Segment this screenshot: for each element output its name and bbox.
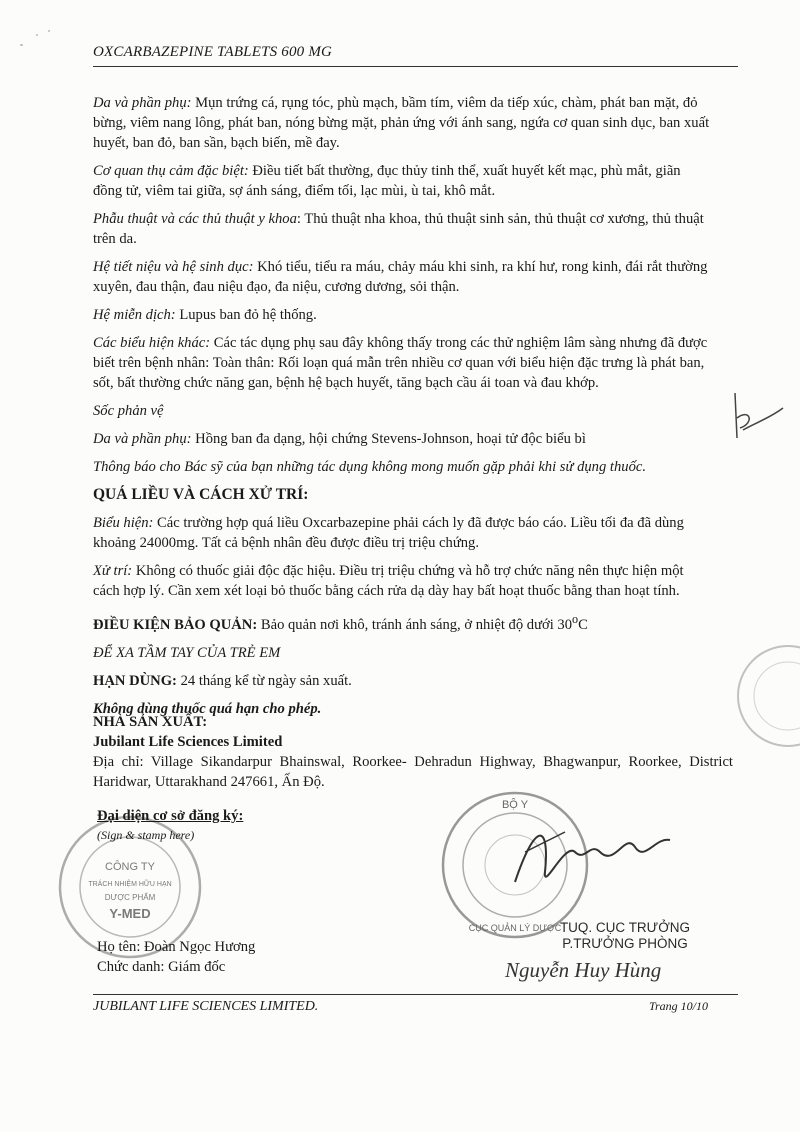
section-skin (93, 93, 713, 153)
page-seal (728, 636, 800, 756)
adverse-effects-notice: Thông báo cho Bác sỹ của bạn những tác dụng không mong muốn gặp phải khi sử dụng thuốc. (93, 459, 646, 475)
manufacturer-heading: NHÀ SẢN XUẤT: (93, 714, 208, 730)
section-procedures (93, 209, 713, 249)
storage-text: Bảo quản nơi khô, tránh ánh sáng, ở nhiệt độ dưới 30 (257, 616, 572, 633)
section-text: Các tác dụng phụ sau đây không thấy trong các thử nghiệm lâm sàng nhưng đã được biết trên bệnh nhân: Toàn thân: Rối loạn quá mẫn trên nhiều cơ quan với biểu hiện đặc trưng là phát ban, sốt, bất thường chức năng gan, bệnh hệ bạch huyết, tăng bạch cầu ái toan và đau khớp. (93, 335, 708, 391)
page-header: OXCARBAZEPINE TABLETS 600 MG (93, 44, 738, 67)
symptoms-label: Biểu hiện: (93, 515, 154, 531)
keep-from-children: ĐỂ XA TẦM TAY CỦA TRẺ EM (93, 644, 281, 661)
representative-position: Chức danh: Giám đốc (97, 959, 226, 975)
scan-speck (48, 30, 50, 32)
stamp-top-text: BỘ Y (501, 799, 529, 811)
section-text: Mụn trứng cá, rụng tóc, phù mạch, bầm tím, viêm da tiếp xúc, chàm, phát ban mặt, đỏ bừng, viêm nang lông, phát ban, nóng bừng mặt, phản ứng với ánh sang, ngứa cơ quan sinh dục, ban xuất huyết, ban đỏ, ban sần, bạch biến, mề đay. (93, 95, 710, 151)
representative-name: Họ tên: Đoàn Ngọc Hương (97, 939, 256, 955)
stamp-line: CÔNG TY (105, 861, 155, 873)
expiry (93, 671, 713, 691)
manufacturer-address: Địa chỉ: Village Sikandarpur Bhainswal, Roorkee- Dehradun Highway, Bhagwanpur, Roorkee, District Haridwar, Uttarakhand 247661, Ấn Độ. (93, 754, 733, 790)
stamp-line: TRÁCH NHIỆM HỮU HẠN (88, 881, 172, 888)
section-label: Sốc phản vệ (93, 403, 164, 419)
representative-title: Đại diện cơ sở đăng ký: (97, 808, 244, 824)
section-label: Da và phần phụ: (93, 431, 192, 447)
treatment-text: Không có thuốc giải độc đặc hiệu. Điều trị triệu chứng và hỗ trợ chức năng nên thực hiện một cách hợp lý. Cần xem xét loại bỏ thuốc bằng cách rửa dạ dày hay bất hoạt thuốc bằng than hoạt tính. (93, 563, 684, 599)
storage-unit: C (578, 616, 588, 633)
stamp-line: Y-MED (109, 906, 151, 921)
margin-initials (725, 388, 785, 443)
section-immune (93, 305, 713, 325)
overdose-symptoms (93, 513, 713, 553)
expiry-text: 24 tháng kể từ ngày sản xuất. (176, 672, 352, 689)
section-urogenital (93, 257, 713, 297)
authority-signed-name: Nguyễn Huy Hùng (505, 958, 662, 982)
section-text: : Thủ thuật nha khoa, thủ thuật sinh sản, thủ thuật cơ xương, thủ thuật trên da. (93, 211, 704, 247)
document-body (93, 93, 713, 727)
authority-signature (505, 812, 675, 902)
stamp-bottom-text: CỤC QUẢN LÝ DƯỢC (468, 923, 562, 933)
section-text: Điều tiết bất thường, đục thủy tinh thể, xuất huyết kết mạc, phù mắt, giãn đồng tử, viêm tai giữa, sợ ánh sáng, điểm tối, lạc mùi, ù tai, khô mắt. (93, 163, 681, 199)
storage-label: ĐIỀU KIỆN BẢO QUẢN: (93, 616, 258, 633)
degree-symbol: o (572, 612, 579, 626)
section-senses (93, 161, 713, 201)
scan-speck (36, 34, 38, 36)
treatment-label: Xử trí: (93, 563, 133, 579)
symptoms-text: Các trường hợp quá liều Oxcarbazepine phải cách ly đã được báo cáo. Liều tối đa đã dùng khoảng 24000mg. Tất cả bệnh nhân đều được điều trị triệu chứng. (93, 515, 684, 551)
storage-conditions (93, 609, 713, 635)
authority-line1: TUQ. CỤC TRƯỞNG (559, 920, 691, 935)
scan-speck (20, 44, 23, 46)
authority-block (520, 920, 730, 952)
manufacturer-name: Jubilant Life Sciences Limited (93, 734, 283, 750)
page-footer (93, 994, 738, 1015)
section-label: Các biểu hiện khác: (93, 335, 211, 351)
section-text: Lupus ban đỏ hệ thống. (175, 307, 317, 323)
overdose-heading: QUÁ LIỀU VÀ CÁCH XỬ TRÍ: (93, 486, 309, 503)
footer-company: JUBILANT LIFE SCIENCES LIMITED. (93, 999, 319, 1014)
section-anaphylaxis (93, 401, 713, 421)
expiry-label: HẠN DÙNG: (93, 672, 177, 689)
section-text: Khó tiểu, tiểu ra máu, chảy máu khi sinh, ra khí hư, rong kinh, đái rắt thường xuyên, đau thận, đau niệu đạo, đa niệu, cương dương, sỏi thận. (93, 259, 708, 295)
representative-details (97, 937, 255, 977)
section-label: Hệ miễn dịch: (93, 307, 176, 323)
sign-note: (Sign & stamp here) (97, 828, 195, 842)
section-label: Cơ quan thụ cảm đặc biệt: (93, 163, 249, 179)
overdose-treatment (93, 561, 713, 601)
manufacturer-block (93, 712, 733, 792)
section-skin-postmarketing (93, 429, 713, 449)
section-other (93, 333, 713, 393)
section-text: Hồng ban đa dạng, hội chứng Stevens-Johnson, hoại tử độc biểu bì (191, 431, 586, 447)
representative-block (97, 807, 297, 845)
authority-line2: P.TRƯỞNG PHÒNG (562, 936, 688, 951)
section-label: Da và phần phụ: (93, 95, 192, 111)
section-label: Phẫu thuật và các thủ thuật y khoa (93, 211, 297, 227)
section-label: Hệ tiết niệu và hệ sinh dục: (93, 259, 254, 275)
stamp-line: DƯỢC PHẨM (104, 893, 156, 902)
page-number: Trang 10/10 (648, 999, 708, 1013)
expiry-warning: Không dùng thuốc quá hạn cho phép. (93, 700, 322, 717)
